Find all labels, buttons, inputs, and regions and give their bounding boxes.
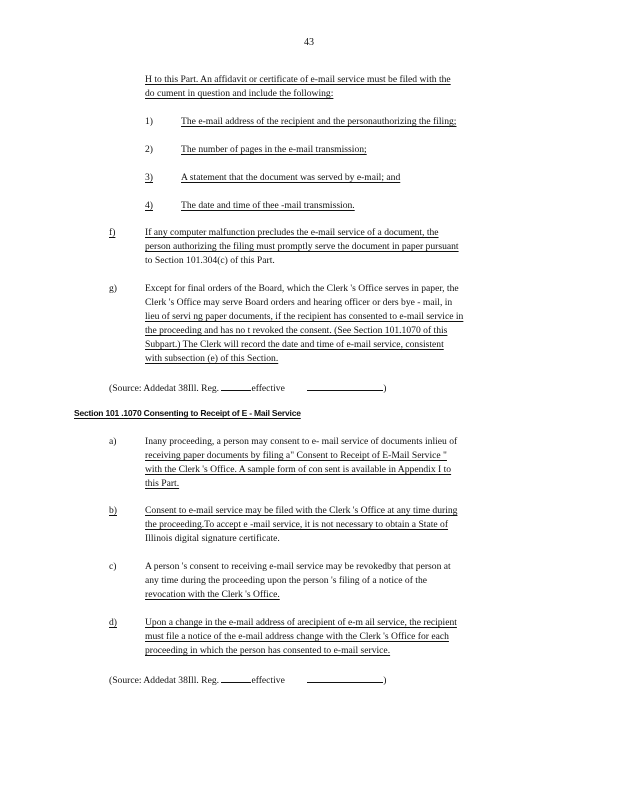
page-number: 43 xyxy=(304,37,314,48)
paragraph-line: this Part. xyxy=(145,478,180,489)
paragraph-line: the proceeding.To accept e -mail service, it is not necessary to obtain a State of xyxy=(145,519,449,530)
paragraph-line: with the Clerk 's Office. A sample form of con sent is available in Appendix I to xyxy=(145,464,452,475)
source-note xyxy=(109,381,386,394)
source-prefix: (Source: Addedat 38Ill. Reg. xyxy=(109,383,220,394)
paragraph-line: any time during the proceeding upon the person 's filing of a notice of the xyxy=(145,575,428,586)
paragraph-line: Inany proceeding, a person may consent to e- mail service of documents inlieu of xyxy=(145,436,458,447)
paragraph-line: to Section 101.304(c) of this Part. xyxy=(145,255,275,266)
paragraph-line: with subsection (e) of this Section. xyxy=(145,353,279,364)
paragraph-label: g) xyxy=(109,283,117,294)
list-item-text: The date and time of thee -mail transmission. xyxy=(181,200,355,211)
paragraph-line: A person 's consent to receiving e-mail service may be revokedby that person at xyxy=(145,561,451,572)
paragraph-label: a) xyxy=(109,436,117,447)
paragraph-line: Clerk 's Office may serve Board orders and hearing officer or ders bye - mail, in xyxy=(145,297,453,308)
section-heading: Section 101 .1070 Consenting to Receipt of E - Mail Service xyxy=(74,408,301,418)
paragraph-line: person authorizing the filing must promptly serve the document in paper pursuant xyxy=(145,241,459,252)
paragraph-line: Upon a change in the e-mail address of arecipient of e-m ail service, the recipient xyxy=(145,617,457,628)
source-blank xyxy=(307,381,383,391)
paragraph-line: must file a notice of the e-mail address change with the Clerk 's Office for each xyxy=(145,631,449,642)
list-number: 4) xyxy=(145,200,153,211)
paragraph-line: lieu of servi ng paper documents, if the recipient has consented to e-mail service in xyxy=(145,311,464,322)
source-end: ) xyxy=(383,675,387,686)
source-effective: effective xyxy=(251,383,285,394)
source-prefix: (Source: Addedat 38Ill. Reg. xyxy=(109,675,220,686)
paragraph-line: If any computer malfunction precludes the e-mail service of a document, the xyxy=(145,227,439,238)
source-blank xyxy=(221,381,251,391)
source-blank xyxy=(307,673,383,683)
list-number: 1) xyxy=(145,116,153,127)
paragraph-line: Consent to e-mail service may be filed with the Clerk 's Office at any time during xyxy=(145,505,458,516)
paragraph-line: Except for final orders of the Board, which the Clerk 's Office serves in paper, the xyxy=(145,283,459,294)
paragraph-label: d) xyxy=(109,617,117,628)
source-effective: effective xyxy=(251,675,285,686)
list-number: 2) xyxy=(145,144,153,155)
paragraph-line: Illinois digital signature certificate. xyxy=(145,533,280,544)
intro-line: H to this Part. An affidavit or certificate of e-mail service must be filed with the xyxy=(145,74,451,85)
source-note xyxy=(109,673,386,686)
intro-line: do cument in question and include the following: xyxy=(145,88,334,99)
source-blank xyxy=(221,673,251,683)
paragraph-label: b) xyxy=(109,505,117,516)
paragraph-line: receiving paper documents by filing a" Consent to Receipt of E-Mail Service " xyxy=(145,450,447,461)
paragraph-line: proceeding in which the person has consented to e-mail service. xyxy=(145,645,391,656)
list-item-text: The number of pages in the e-mail transmission; xyxy=(181,144,367,155)
list-item-text: The e-mail address of the recipient and the personauthorizing the filing; xyxy=(181,116,457,127)
paragraph-line: the proceeding and has no t revoked the consent. (See Section 101.1070 of this xyxy=(145,325,448,336)
paragraph-label: f) xyxy=(109,227,116,238)
paragraph-line: Subpart.) The Clerk will record the date and time of e-mail service, consistent xyxy=(145,339,444,350)
source-end: ) xyxy=(383,383,387,394)
list-number: 3) xyxy=(145,172,153,183)
list-item-text: A statement that the document was served by e-mail; and xyxy=(181,172,401,183)
paragraph-label: c) xyxy=(109,561,117,572)
paragraph-line: revocation with the Clerk 's Office. xyxy=(145,589,280,600)
